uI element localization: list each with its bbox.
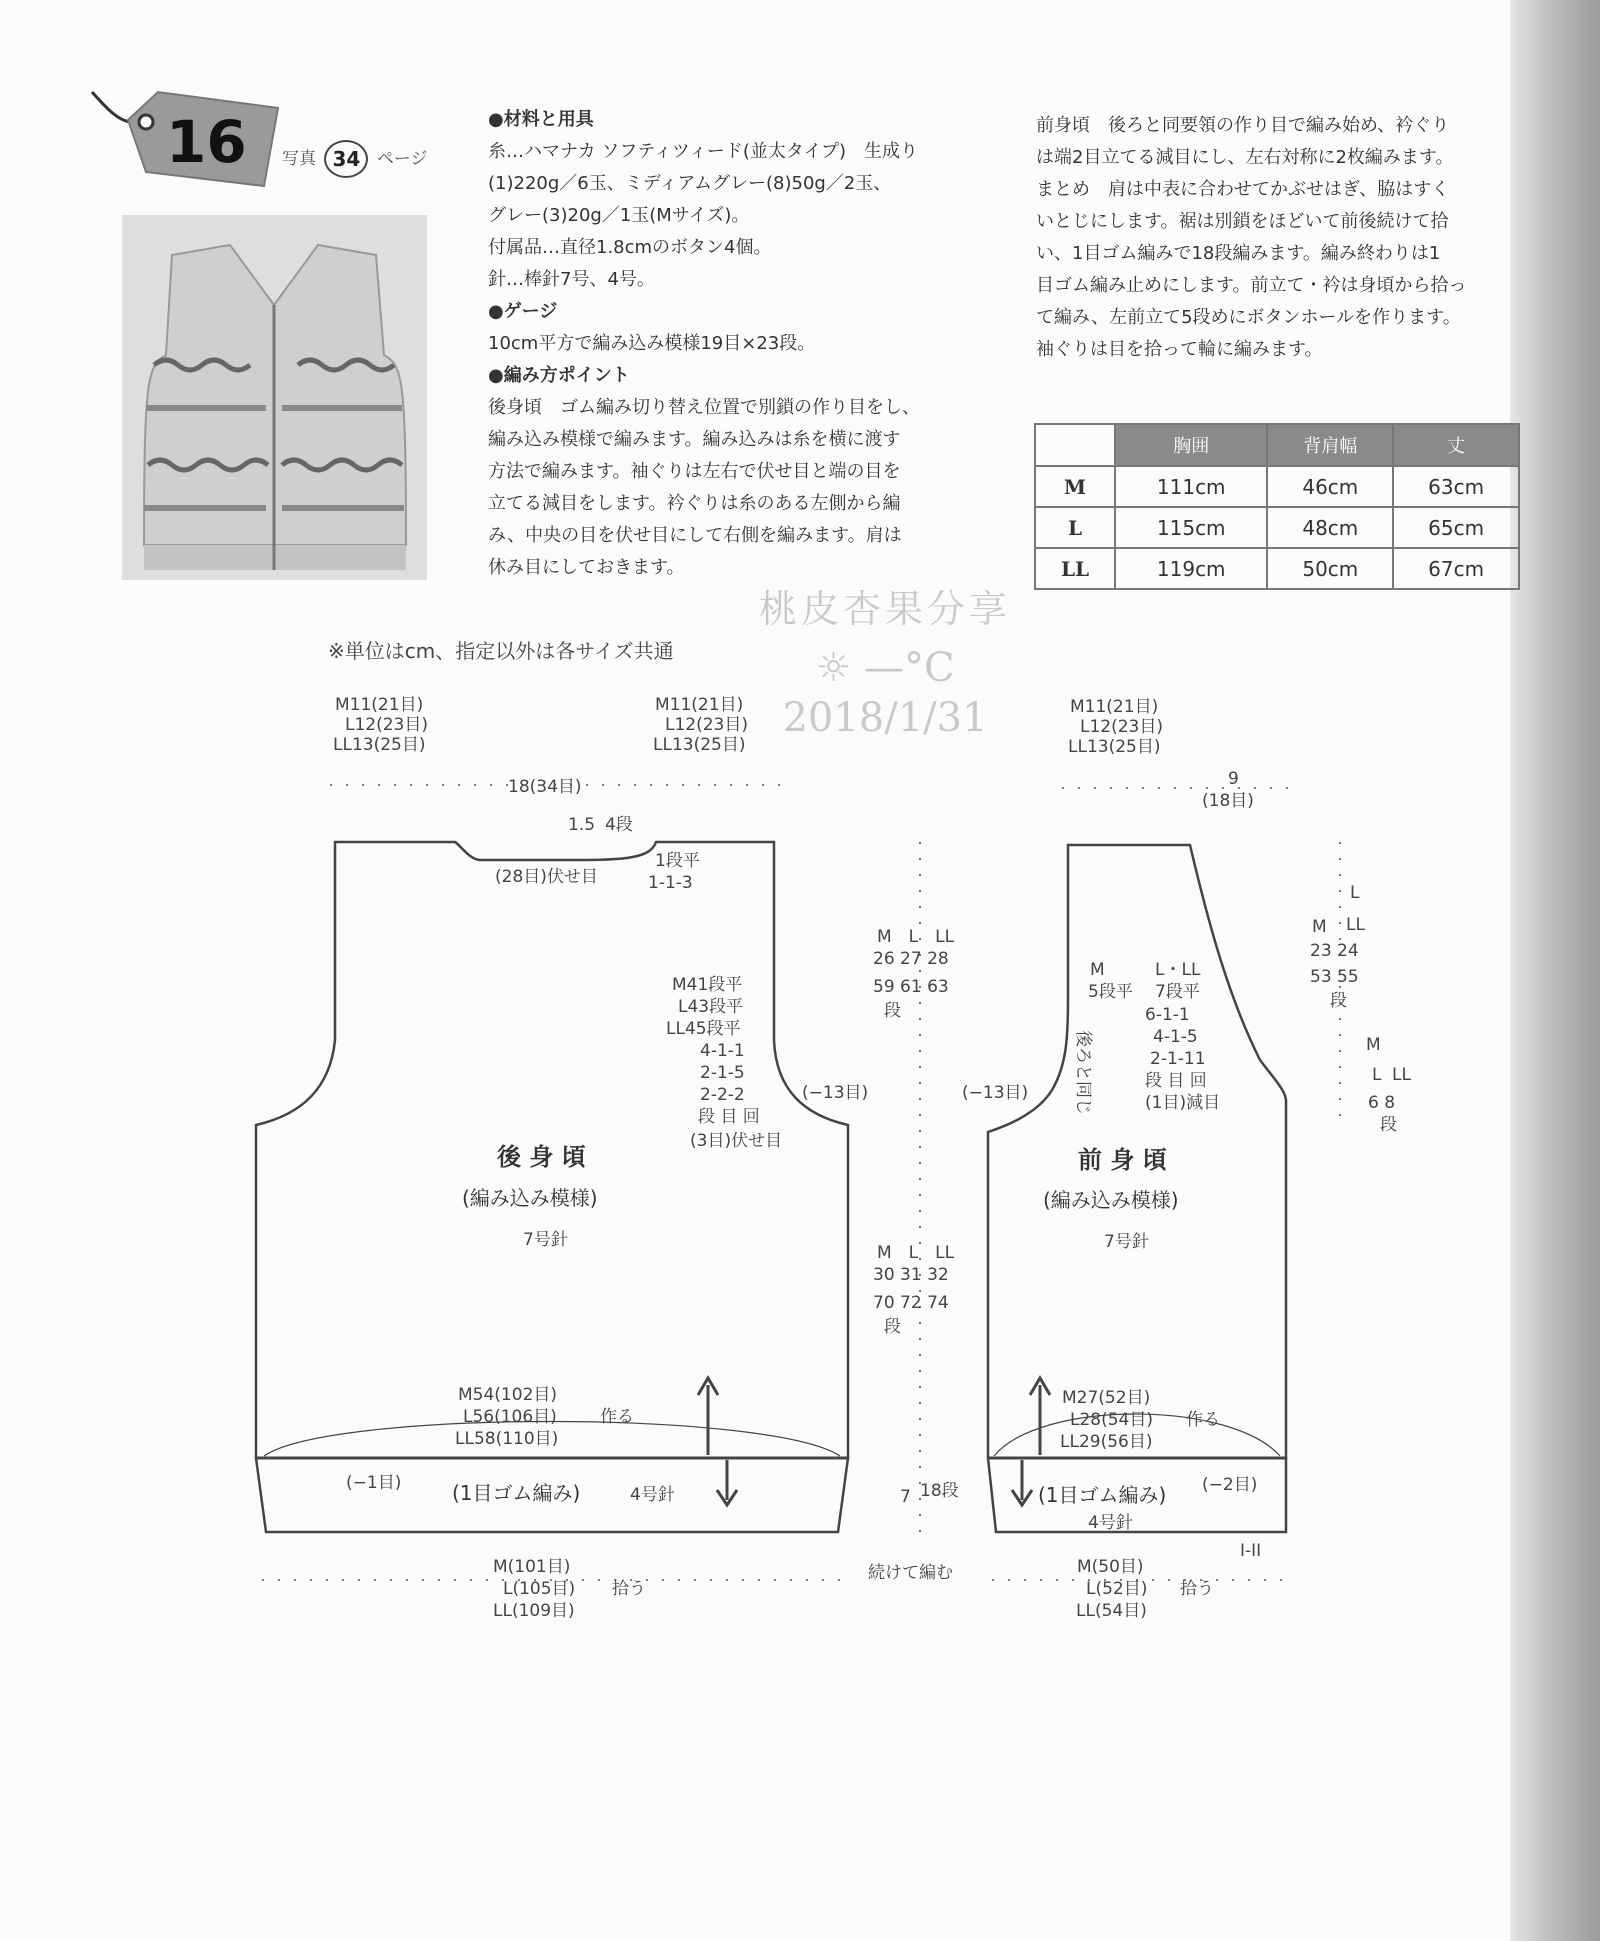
front-shoulder-M: M11(21目) (1070, 697, 1159, 717)
back-cast-LL: LL58(110目) (455, 1429, 559, 1449)
front-btm-rows: 6 8 (1368, 1093, 1396, 1113)
length-value: 63cm (1393, 466, 1519, 507)
front-neck-L: L・LL (1155, 960, 1201, 980)
front-armhole-dec: (−13目) (962, 1083, 1029, 1103)
length-value: 65cm (1393, 507, 1519, 548)
size-label: LL (1035, 548, 1115, 589)
front-cast-L: L28(54目) (1070, 1410, 1153, 1430)
back-ribbing: (1目ゴム編み) (452, 1481, 581, 1505)
back-pick-LL: LL(109目) (493, 1601, 575, 1621)
points-line-6: 休み目にしておきます。 (488, 557, 685, 578)
front-ribbing: (1目ゴム編み) (1038, 1483, 1167, 1507)
back-rib-needle: 4号針 (630, 1485, 675, 1505)
instr-line-8: 袖ぐりは目を拾って輪に編みます。 (1036, 339, 1323, 360)
yarn-line-3: グレー(3)20g／1玉(Mサイズ)。 (488, 205, 750, 226)
photo-ref-suffix: ページ (376, 149, 428, 169)
materials-heading: ●材料と用具 (488, 109, 594, 130)
accessories-line: 付属品…直径1.8cmのボタン4個。 (488, 237, 772, 258)
lower-length-rows: 70 72 74 (873, 1293, 949, 1313)
front-pick-L: L(52目) (1086, 1579, 1148, 1599)
front-neck-len-L: L (1350, 883, 1360, 903)
back-neck-width: 18(34目) (508, 777, 582, 797)
front-center-sts: (18目) (1202, 791, 1254, 811)
yarn-line-2: (1)220g／6玉、ミディアムグレー(8)50g／2玉、 (488, 173, 892, 194)
armhole-step-1: 4-1-1 (700, 1041, 745, 1061)
instr-line-7: て編み、左前立て5段めにボタンホールを作ります。 (1036, 307, 1461, 328)
front-neck-L-rows: 7段平 (1155, 982, 1200, 1002)
shoulder-LL-right: LL13(25目) (653, 735, 746, 755)
front-pick-M: M(50目) (1077, 1557, 1144, 1577)
rib-symbol: I-II (1240, 1541, 1262, 1561)
back-title: 後 身 頃 (497, 1143, 586, 1171)
continue-knit: 続けて編む (868, 1563, 953, 1583)
header-length: 丈 (1393, 424, 1519, 466)
front-pick-label: 拾う (1180, 1579, 1214, 1599)
back-pick-M: M(101目) (493, 1557, 571, 1577)
header-shoulder: 背肩幅 (1267, 424, 1393, 466)
armhole-LL: LL45段平 (666, 1019, 741, 1039)
photo-ref-prefix: 写真 (282, 149, 316, 169)
front-step-3: 2-1-11 (1150, 1049, 1206, 1069)
rib-rows: 18段 (920, 1481, 959, 1501)
watermark-temp: ☼ —°C (815, 645, 955, 691)
instr-line-6: 目ゴム編み止めにします。前立て・衿は身頃から拾っ (1036, 275, 1467, 296)
front-neck-len-LL: LL (1346, 915, 1365, 935)
back-rib-dec: (−1目) (346, 1473, 402, 1493)
front-neck-len-rows: 53 55 (1310, 967, 1359, 987)
back-pick-label: 拾う (612, 1579, 646, 1599)
front-pattern: (編み込み模様) (1043, 1188, 1179, 1212)
front-cast-LL: LL29(56目) (1060, 1432, 1153, 1452)
same-as-back: 後ろと同じ (1073, 1030, 1093, 1115)
front-neck-M-rows: 5段平 (1088, 982, 1133, 1002)
back-cast-label: 作る (600, 1407, 634, 1427)
instr-line-4: いとじにします。裾は別鎖をほどいて前後続けて拾 (1036, 211, 1449, 232)
front-title: 前 身 頃 (1078, 1146, 1167, 1174)
chest-value: 115cm (1115, 507, 1267, 548)
front-shoulder-LL: LL13(25目) (1068, 737, 1161, 757)
photo-ref-page: 34 (324, 140, 368, 178)
gauge-line: 10cm平方で編み込み模様19目×23段。 (488, 333, 816, 354)
front-btm-unit: 段 (1380, 1115, 1397, 1135)
shoulder-M-left: M11(21目) (335, 695, 424, 715)
back-armhole-dec: (−13目) (802, 1083, 869, 1103)
front-rib-needle: 4号針 (1088, 1513, 1133, 1533)
yarn-line-1: 糸…ハマナカ ソフティツィード(並太タイプ) 生成り (488, 141, 918, 162)
armhole-step-3: 2-2-2 (700, 1085, 745, 1105)
armhole-step-4: 段 目 回 (698, 1107, 760, 1127)
neck-bindoff: (28目)伏せ目 (495, 867, 598, 887)
front-rib-dec: (−2目) (1202, 1475, 1258, 1495)
neck-depth: 1.5 (568, 815, 596, 835)
neck-depth-rows: 4段 (605, 815, 633, 835)
shoulder-value: 46cm (1267, 466, 1393, 507)
front-neck-len-unit: 段 (1330, 991, 1347, 1011)
shoulder-value: 48cm (1267, 507, 1393, 548)
size-label: M (1035, 466, 1115, 507)
points-line-5: み、中央の目を伏せ目にして右側を編みます。肩は (488, 525, 902, 546)
upper-length-rows: 59 61 63 (873, 977, 949, 997)
chest-value: 119cm (1115, 548, 1267, 589)
upper-length-cm: 26 27 28 (873, 949, 949, 969)
instr-line-3: まとめ 肩は中表に合わせてかぶせはぎ、脇はすく (1036, 179, 1450, 200)
upper-length-header: M L LL (877, 927, 955, 947)
front-step-1: 6-1-1 (1145, 1005, 1190, 1025)
points-heading: ●編み方ポイント (488, 365, 630, 386)
front-cast-label: 作る (1186, 1410, 1220, 1430)
upper-length-unit: 段 (884, 1001, 901, 1021)
front-cast-M: M27(52目) (1062, 1388, 1151, 1408)
armhole-bindoff: (3目)伏せ目 (690, 1131, 783, 1151)
instr-line-1: 前身頃 後ろと同要領の作り目で編み始め、衿ぐり (1036, 115, 1450, 136)
front-btm-LL: LL (1392, 1065, 1411, 1085)
back-cast-M: M54(102目) (458, 1385, 558, 1405)
shoulder-LL-left: LL13(25目) (333, 735, 426, 755)
unit-note: ※単位はcm、指定以外は各サイズ共通 (328, 639, 674, 663)
armhole-step-2: 2-1-5 (700, 1063, 745, 1083)
points-line-1: 後身頃 ゴム編み切り替え位置で別鎖の作り目をし、 (488, 397, 920, 418)
front-shoulder-L: L12(23目) (1080, 717, 1163, 737)
size-label: L (1035, 507, 1115, 548)
instr-line-2: は端2目立てる減目にし、左右対称に2枚編みます。 (1036, 147, 1454, 168)
lower-length-cm: 30 31 32 (873, 1265, 949, 1285)
watermark-title: 桃皮杏果分享 (758, 587, 1011, 631)
front-btm-L: L (1372, 1065, 1382, 1085)
front-neck-len-M: M (1312, 917, 1327, 937)
neck-shaping-2: 1-1-3 (648, 873, 693, 893)
front-needle: 7号針 (1104, 1232, 1149, 1252)
header-chest: 胸囲 (1115, 424, 1267, 466)
watermark-date: 2018/1/31 (782, 695, 988, 741)
needles-line: 針…棒針7号、4号。 (488, 269, 655, 290)
lower-length-unit: 段 (884, 1317, 901, 1337)
back-pick-L: L(105目) (503, 1579, 576, 1599)
points-line-3: 方法で編みます。袖ぐりは左右で伏せ目と端の目を (488, 461, 901, 482)
gauge-heading: ●ゲージ (488, 301, 558, 322)
chest-value: 111cm (1115, 466, 1267, 507)
neck-shaping-1: 1段平 (655, 851, 700, 871)
front-neck-M: M (1090, 960, 1105, 980)
back-needle: 7号針 (523, 1230, 568, 1250)
shoulder-L-left: L12(23目) (345, 715, 428, 735)
lower-length-header: M L LL (877, 1243, 955, 1263)
length-value: 67cm (1393, 548, 1519, 589)
front-step-4: 段 目 回 (1145, 1071, 1207, 1091)
front-btm-M: M (1366, 1035, 1381, 1055)
back-pattern: (編み込み模様) (462, 1186, 598, 1210)
back-cast-L: L56(106目) (463, 1407, 557, 1427)
front-neck-len-cm: 23 24 (1310, 941, 1359, 961)
front-dec: (1目)減目 (1145, 1093, 1221, 1113)
instr-line-5: い、1目ゴム編みで18段編みます。編み終わりは1 (1036, 243, 1441, 264)
front-step-2: 4-1-5 (1153, 1027, 1198, 1047)
shoulder-L-right: L12(23目) (665, 715, 748, 735)
points-line-2: 編み込み模様で編みます。編み込みは糸を横に渡す (488, 429, 901, 450)
shoulder-value: 50cm (1267, 548, 1393, 589)
shoulder-M-right: M11(21目) (655, 695, 744, 715)
rib-length: 7 (900, 1487, 911, 1507)
armhole-L: L43段平 (678, 997, 744, 1017)
points-line-4: 立てる減目をします。衿ぐりは糸のある左側から編 (488, 493, 901, 514)
front-center-width: 9 (1228, 769, 1239, 789)
armhole-M: M41段平 (672, 975, 743, 995)
tag-number: 16 (166, 108, 247, 176)
front-pick-LL: LL(54目) (1076, 1601, 1147, 1621)
